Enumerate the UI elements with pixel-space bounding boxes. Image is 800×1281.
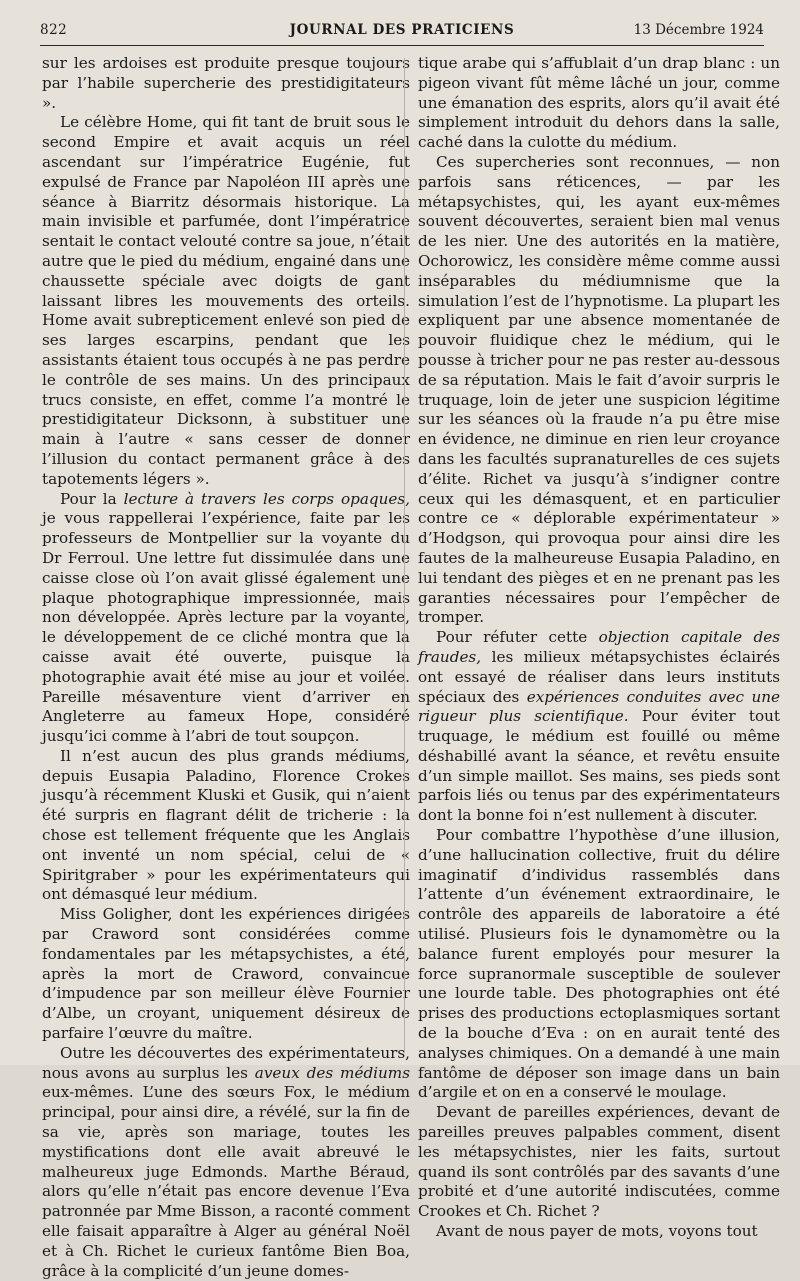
text-segment: sur les ardoises est produite presque toujours par l’habile supercherie des prestidigitateurs ». (42, 54, 410, 112)
paragraph (42, 113, 410, 489)
right-column (418, 54, 780, 1242)
paragraph (418, 153, 780, 628)
text-segment: Miss Goligher, dont les expériences dirigées par Craword sont considérées comme fondamentales par les métapsychistes, a été, après la mort de Craword, convaincue d’impudence par son meilleur élève Fournier d’Albe, un croyant, uniquement désireux de parfaire l’œuvre du maître. (42, 905, 410, 1043)
paragraph (42, 54, 410, 113)
italic-text: expériences conduites avec une rigueur plus scientifique. (418, 687, 780, 726)
text-segment: Outre les découvertes des expérimentateurs, nous avons au surplus les (42, 1043, 410, 1082)
paragraph (418, 826, 780, 1103)
text-segment: Le célèbre Home, qui fit tant de bruit sous le second Empire et avait acquis un réel ascendant sur l’impératrice Eugénie, fut expulsé de France par Napoléon III après une séance à Biarritz désormais historique. La main invisible et parfumée, dont l’impératrice sentait le contact velouté contre sa joue, n’était autre que le pied du médium, engainé dans une chaussette spéciale avec doigts de gant laissant libres les mouvements des orteils. Home avait subrepticement enlevé son pied de ses larges escarpins, pendant que les assistants étaient tous occupés à ne pas perdre le contrôle de ses mains. Un des principaux trucs consiste, en effet, comme l’a montré le prestidigitateur Dicksonn, à substituer une main à l’autre « sans cesser de donner l’illusion du contact permanent grâce à des tapotements légers ». (42, 113, 410, 488)
text-segment: Pour réfuter cette (436, 628, 599, 647)
journal-title: JOURNAL DES PRATICIENS (289, 22, 515, 38)
paragraph (418, 628, 780, 826)
paragraph (42, 747, 410, 905)
paragraph (418, 54, 780, 153)
italic-text: objection capitale des fraudes, (418, 628, 780, 666)
text-segment: Avant de nous payer de mots, voyons tout (436, 1222, 758, 1241)
page-number: 822 (40, 22, 68, 38)
text-segment: Pour combattre l’hypothèse d’une illusion, d’une hallucination collective, fruit du délire imaginatif d’individus rassemblés dans l’attente d’un événement extraordinaire, le contrôle des appareils de laboratoire a été utilisé. Plusieurs fois le dynamomètre ou la balance furent employés pour mesurer la force supranormale susceptible de soulever une lourde table. Des photographies ont été prises des productions ectoplasmiques sortant de la bouche d’Eva : on en aurait tenté des analyses chimiques. On a demandé à une main fantôme de déposer son image dans un bain d’argile et on en a conservé le moulage. (418, 826, 780, 1102)
paragraph (418, 1222, 780, 1242)
text-segment: je vous rappellerai l’expérience, faite par les professeurs de Montpellier sur la voyante du Dr Ferroul. Une lettre fut dissimulée dans une caisse close où l’on avait glissé également une plaque photographique impressionnée, mais non développée. Après lecture par la voyante, le développement de ce cliché montra que la caisse avait été ouverte, puisque la photographie avait été mise au jour et voilée. Pareille mésaventure vient d’arriver en Angleterre au fameux Hope, considéré jusqu’ici comme à l’abri de tout soupçon. (42, 509, 410, 746)
left-column (42, 54, 410, 1281)
text-segment: Pour la (60, 489, 124, 508)
page-header (40, 22, 764, 42)
column-divider (404, 58, 405, 1053)
paragraph (42, 1044, 410, 1281)
header-rule (40, 45, 764, 46)
paragraph (418, 1103, 780, 1222)
text-segment: eux-mêmes. L’une des sœurs Fox, le médium principal, pour ainsi dire, a révélé, sur la fin de sa vie, après son mariage, toutes les mystifications dont elle avait abreuvé le malheureux juge Edmonds. Marthe Béraud, alors qu’elle n’était pas encore devenue l’Eva patronnée par Mme Bisson, a raconté comment elle faisait apparaître à Alger au général Noël et à Ch. Richet le curieux fantôme Bien Boa, grâce à la complicité d’un jeune domes- (42, 1083, 410, 1280)
italic-text: aveux des médiums (254, 1063, 411, 1082)
issue-date: 13 Décembre 1924 (633, 22, 764, 38)
text-segment: Ces supercheries sont reconnues, — non parfois sans réticences, — par les métapsychistes, qui, les ayant eux-mêmes souvent découvertes, seraient bien mal venus de les nier. Une des autorités en la matière, Ochorowicz, les considère même comme aussi inséparables du médiumnisme que la simulation l’est de l’hypnotisme. La plupart les expliquent par une absence momentanée de pouvoir fluidique chez le médium, qui le pousse à tricher pour ne pas rester au-dessous de sa réputation. Mais le fait d’avoir surpris le truquage, loin de jeter une suspicion légitime sur les séances où la fraude n’a pu être mise en évidence, ne diminue en rien leur croyance dans les facultés supranaturelles de ces sujets d’élite. Richet va jusqu’à s’indigner contre ceux qui les démasquent, et en particulier contre ce « déplorable expérimentateur » d’Hodgson, qui provoqua pour ainsi dire les fautes de la malheureuse Eusapia Paladino, en lui tendant des pièges et en ne prenant pas les garanties nécessaires pour l’empêcher de tromper. (418, 152, 780, 627)
text-segment: les milieux métapsychistes éclairés ont essayé de réaliser dans leurs instituts spéciaux des (418, 647, 780, 706)
paragraph (42, 905, 410, 1044)
paragraph (42, 490, 410, 747)
italic-text: lecture à travers les corps opaques, (123, 489, 410, 508)
text-segment: Pour éviter tout truquage, le médium est fouillé ou même déshabillé avant la séance, et revêtu ensuite d’un simple maillot. Ses mains, ses pieds sont parfois liés ou tenus par des expérimentateurs dont la bonne foi n’est nullement à discuter. (418, 707, 780, 825)
text-segment: tique arabe qui s’affublait d’un drap blanc : un pigeon vivant fût même lâché un jour, comme une émanation des esprits, alors qu’il avait été simplement introduit du dehors dans la salle, caché dans la culotte du médium. (418, 54, 780, 152)
text-segment: Il n’est aucun des plus grands médiums, depuis Eusapia Paladino, Florence Crokes jusqu’à récemment Kluski et Gusik, qui n’aient été surpris en flagrant délit de tricherie : la chose est tellement fréquente que les Anglais ont inventé un nom spécial, celui de « Spiritgraber » pour les expérimentateurs qui ont démasqué leur médium. (42, 746, 410, 904)
text-segment: Devant de pareilles expériences, devant de pareilles preuves palpables comment, disent les métapsychistes, nier les faits, surtout quand ils sont contrôlés par des savants d’une probité et d’une autorité indiscutées, comme Crookes et Ch. Richet ? (418, 1103, 780, 1221)
